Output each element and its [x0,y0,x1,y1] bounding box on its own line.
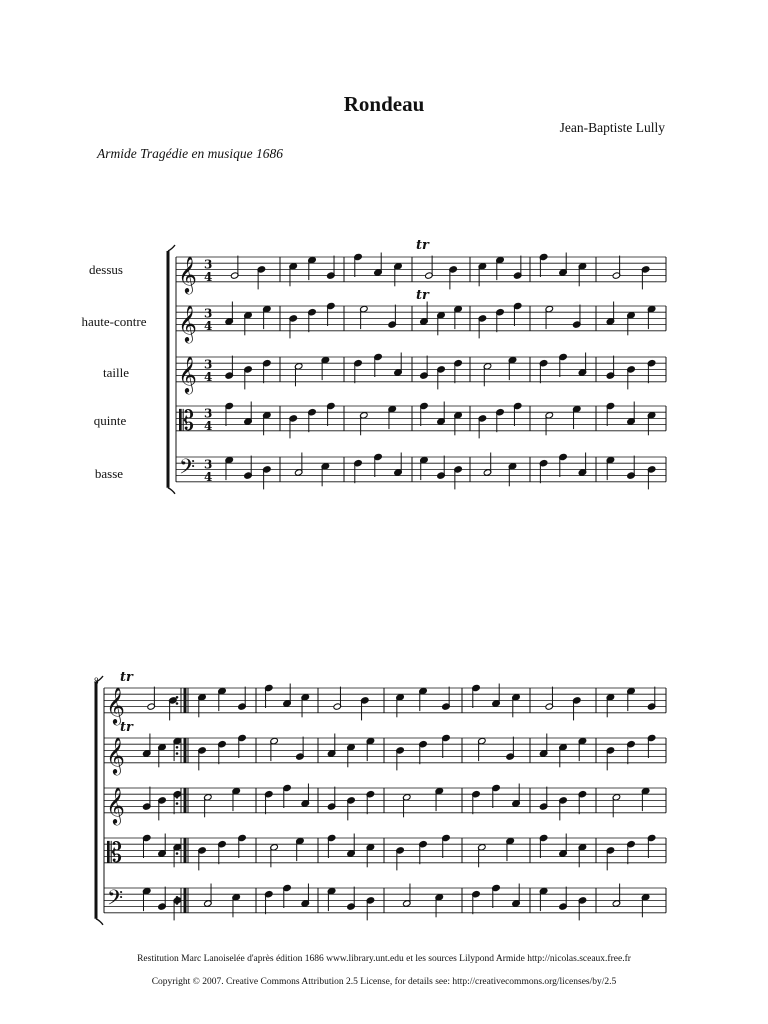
footer-copyright: Copyright © 2007. Creative Commons Attribution 2.5 License, for details see: http://creativecommons.org/licenses/by/2.5 [151,977,617,987]
repeat-dot [176,852,179,855]
instrument-label-taille: taille [103,365,129,380]
work-subtitle: Armide Tragédie en musique 1686 [97,146,283,161]
instrument-label-quinte: quinte [93,413,127,428]
trill-ornament: tr [416,288,429,303]
repeat-dot [176,752,179,755]
time-signature-bottom: 4 [204,369,213,384]
system-bracket [96,676,103,682]
time-signature-top: 3 [204,457,213,472]
instrument-label-haute-contre: haute-contre [81,314,147,329]
page-title: Rondeau [343,92,425,116]
trill-ornament: tr [416,238,429,253]
time-signature-bottom: 4 [204,469,213,484]
system-bracket [96,919,103,925]
treble-clef-icon: 𝄞 [106,685,125,724]
time-signature-bottom: 4 [204,418,213,433]
system-bracket [168,488,175,494]
footer-restitution: Restitution Marc Lanoiselée d'après édition 1686 www.library.unt.edu et les sources Lilypond Armide http://nicolas.sceaux.free.fr [137,954,631,964]
alto-clef-icon: 𝄡 [179,405,195,437]
system-measure-number: 8 [94,676,99,686]
trill-ornament: tr [120,670,133,685]
treble-clef-icon: 𝄞 [178,354,197,393]
composer-name: Jean-Baptiste Lully [559,120,665,135]
bass-clef-icon: 𝄢 [107,885,124,915]
repeat-dot [176,802,179,805]
system-bracket [168,245,175,251]
alto-clef-icon: 𝄡 [107,837,123,869]
treble-clef-icon: 𝄞 [178,303,197,342]
instrument-label-dessus: dessus [89,262,123,277]
trill-ornament: tr [120,720,133,735]
repeat-dot [176,746,179,749]
time-signature-top: 3 [204,306,213,321]
time-signature-top: 3 [204,406,213,421]
treble-clef-icon: 𝄞 [106,735,125,774]
bass-clef-icon: 𝄢 [179,454,196,484]
time-signature-bottom: 4 [204,318,213,333]
time-signature-bottom: 4 [204,269,213,284]
time-signature-top: 3 [204,257,213,272]
instrument-label-basse: basse [94,466,124,481]
treble-clef-icon: 𝄞 [106,785,125,824]
time-signature-top: 3 [204,357,213,372]
treble-clef-icon: 𝄞 [178,254,197,293]
repeat-dot [176,702,179,705]
